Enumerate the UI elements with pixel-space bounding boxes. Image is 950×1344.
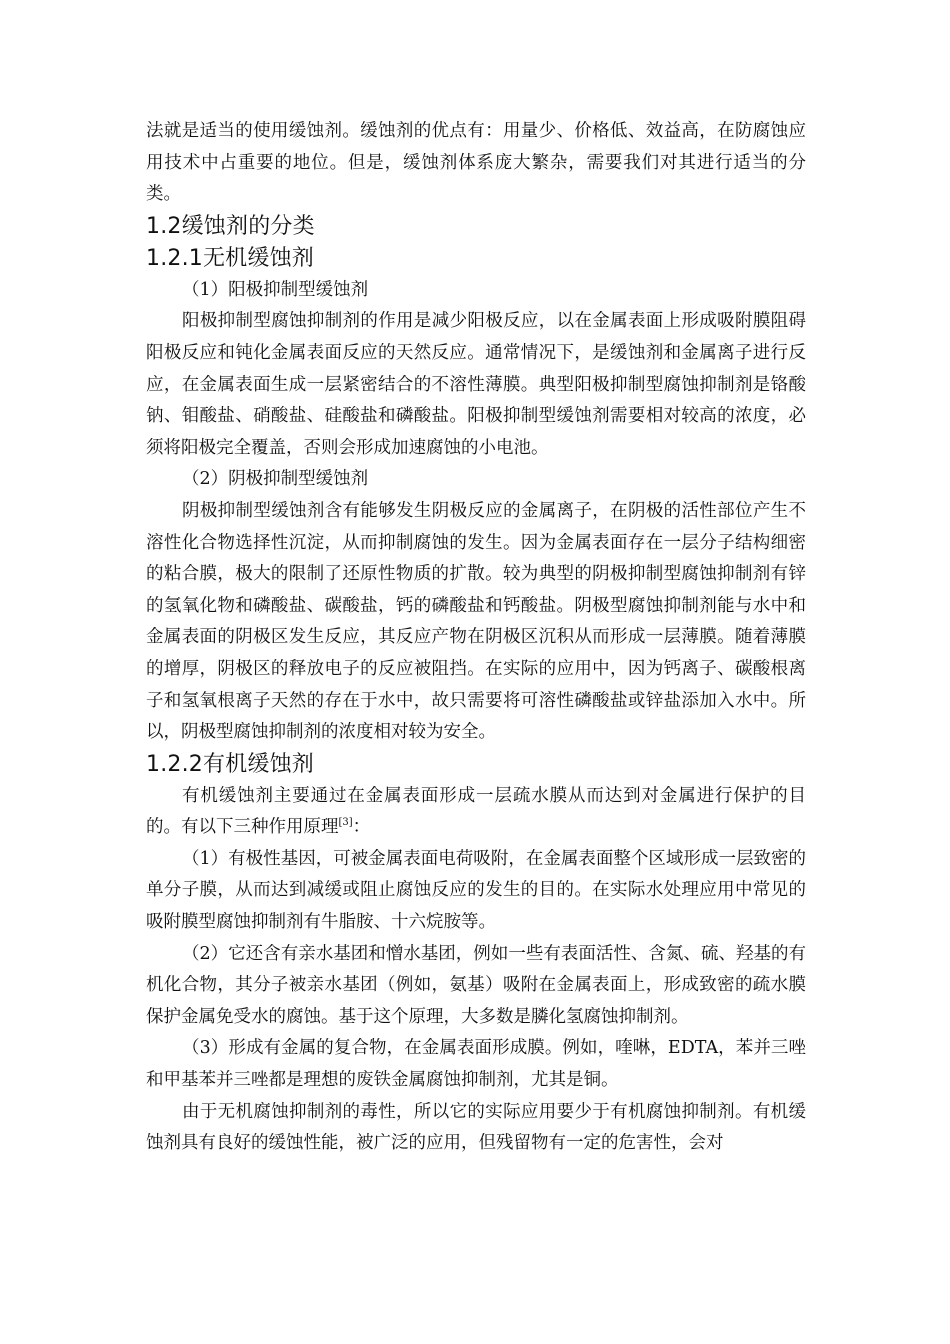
subheading-cathode-inhibitor: （2）阴极抑制型缓蚀剂 bbox=[182, 469, 369, 490]
paragraph-anode-inhibitor: 阳极抑制型腐蚀抑制剂的作用是减少阳极反应，以在金属表面上形成吸附膜阻碍阳极反应和钝化金属表面反应的天然反应。通常情况下，是缓蚀剂和金属离子进行反应，在金属表面生成一层紧密结合的不溶性薄膜。典型阳极抑制型腐蚀抑制剂是铬酸钠、钼酸盐、硝酸盐、硅酸盐和磷酸盐。阳极抑制型缓蚀剂需要相对较高的浓度，必须将阳极完全覆盖，否则会形成加速腐蚀的小电池。 bbox=[146, 311, 806, 458]
paragraph-organic-principle-1: （1）有极性基因，可被金属表面电荷吸附，在金属表面整个区域形成一层致密的单分子膜，从而达到减缓或阻止腐蚀反应的发生的目的。在实际水处理应用中常见的吸附膜型腐蚀抑制剂有牛脂胺、十六烷胺等。 bbox=[146, 848, 806, 933]
paragraph-organic-principle-2: （2）它还含有亲水基团和憎水基团，例如一些有表面活性、含氮、硫、羟基的有机化合物，其分子被亲水基团（例如，氨基）吸附在金属表面上，形成致密的疏水膜保护金属免受水的腐蚀。基于这个原理，大多数是膦化氢腐蚀抑制剂。 bbox=[146, 943, 806, 1027]
section-heading-1-2-2: 1.2.2有机缓蚀剂 bbox=[146, 751, 314, 777]
section-heading-1-2: 1.2缓蚀剂的分类 bbox=[146, 213, 315, 239]
page-content bbox=[146, 116, 806, 1160]
paragraph-organic-intro bbox=[146, 781, 806, 844]
citation-reference: [3] bbox=[338, 817, 353, 829]
intro-paragraph: 法就是适当的使用缓蚀剂。缓蚀剂的优点有：用量少、价格低、效益高，在防腐蚀应用技术中占重要的地位。但是，缓蚀剂体系庞大繁杂，需要我们对其进行适当的分类。 bbox=[146, 121, 806, 205]
subheading-anode-inhibitor: （1）阳极抑制型缓蚀剂 bbox=[182, 279, 369, 300]
organic-intro-colon: ： bbox=[352, 817, 371, 838]
paragraph-comparison: 由于无机腐蚀抑制剂的毒性，所以它的实际应用要少于有机腐蚀抑制剂。有机缓蚀剂具有良好的缓蚀性能，被广泛的应用，但残留物有一定的危害性，会对 bbox=[146, 1101, 806, 1154]
section-heading-1-2-1: 1.2.1无机缓蚀剂 bbox=[146, 245, 314, 271]
organic-intro-text: 有机缓蚀剂主要通过在金属表面形成一层疏水膜从而达到对金属进行保护的目的。有以下三种作用原理 bbox=[146, 785, 806, 838]
paragraph-cathode-inhibitor: 阴极抑制型缓蚀剂含有能够发生阴极反应的金属离子，在阴极的活性部位产生不溶性化合物选择性沉淀，从而抑制腐蚀的发生。因为金属表面存在一层分子结构细密的粘合膜，极大的限制了还原性物质的扩散。较为典型的阴极抑制型腐蚀抑制剂有锌的氢氧化物和磷酸盐、碳酸盐，钙的磷酸盐和钙酸盐。阴极型腐蚀抑制剂能与水中和金属表面的阴极区发生反应，其反应产物在阴极区沉积从而形成一层薄膜。随着薄膜的增厚，阴极区的释放电子的反应被阻挡。在实际的应用中，因为钙离子、碳酸根离子和氢氧根离子天然的存在于水中，故只需要将可溶性磷酸盐或锌盐添加入水中。所以，阴极型腐蚀抑制剂的浓度相对较为安全。 bbox=[146, 500, 806, 743]
paragraph-organic-principle-3: （3）形成有金属的复合物，在金属表面形成膜。例如，喹啉，EDTA，苯并三唑和甲基苯并三唑都是理想的废铁金属腐蚀抑制剂，尤其是铜。 bbox=[146, 1038, 806, 1091]
